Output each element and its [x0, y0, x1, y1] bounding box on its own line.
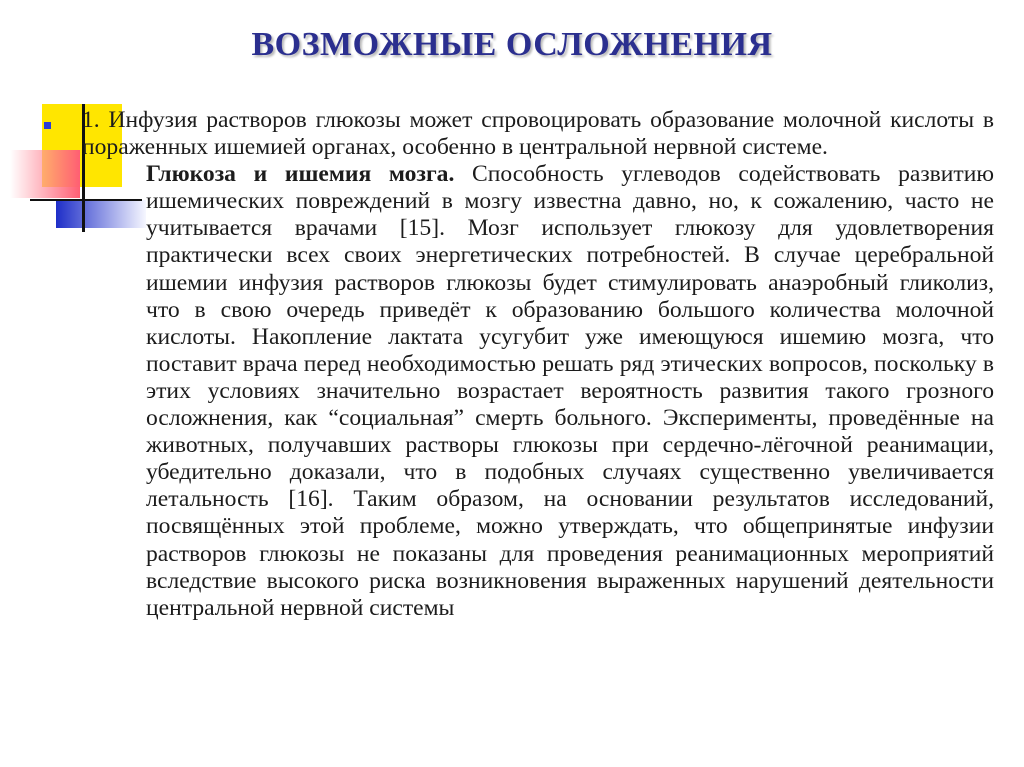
paragraph-1: 1. Инфузия растворов глюкозы может спровоцировать образование молочной кислоты в пораженных ишемией органах, особенно в центральной нервной системе.: [82, 107, 994, 161]
paragraph-2: [82, 161, 994, 622]
paragraph-2-text: Способность углеводов содействовать развитию ишемических повреждений в мозгу известна давно, но, к сожалению, часто не учитывается врачами [15]. Мозг использует глюкозу для удовлетворения практически всех своих энергетических потребностей. В случае церебральной ишемии инфузия растворов глюкозы будет стимулировать анаэробный гликолиз, что в свою очередь приведёт к образованию большого количества молочной кислоты. Накопление лактата усугубит уже имеющуюся ишемию мозга, что поставит врача перед необходимостью решать ряд этических вопросов, поскольку в этих условиях значительно возрастает вероятность развития такого грозного осложнения, как “социальная” смерть больного. Эксперименты, проведённые на животных, получавших растворы глюкозы при сердечно-лёгочной реанимации, убедительно доказали, что в подобных случаях существенно увеличивается летальность [16]. Таким образом, на основании результатов исследований, посвящённых этой проблеме, можно утверждать, что общепринятые инфузии растворов глюкозы не показаны для проведения реанимационных мероприятий вследствие высокого риска возникновения выраженных нарушений деятельности центральной нервной системы: [146, 161, 994, 621]
bullet-square-icon: [44, 122, 51, 129]
paragraph-2-heading: Глюкоза и ишемия мозга.: [146, 161, 455, 188]
slide-body: [82, 107, 994, 622]
deco-red-bar: [10, 150, 80, 198]
slide-title: ВОЗМОЖНЫЕ ОСЛОЖНЕНИЯ: [251, 26, 773, 63]
